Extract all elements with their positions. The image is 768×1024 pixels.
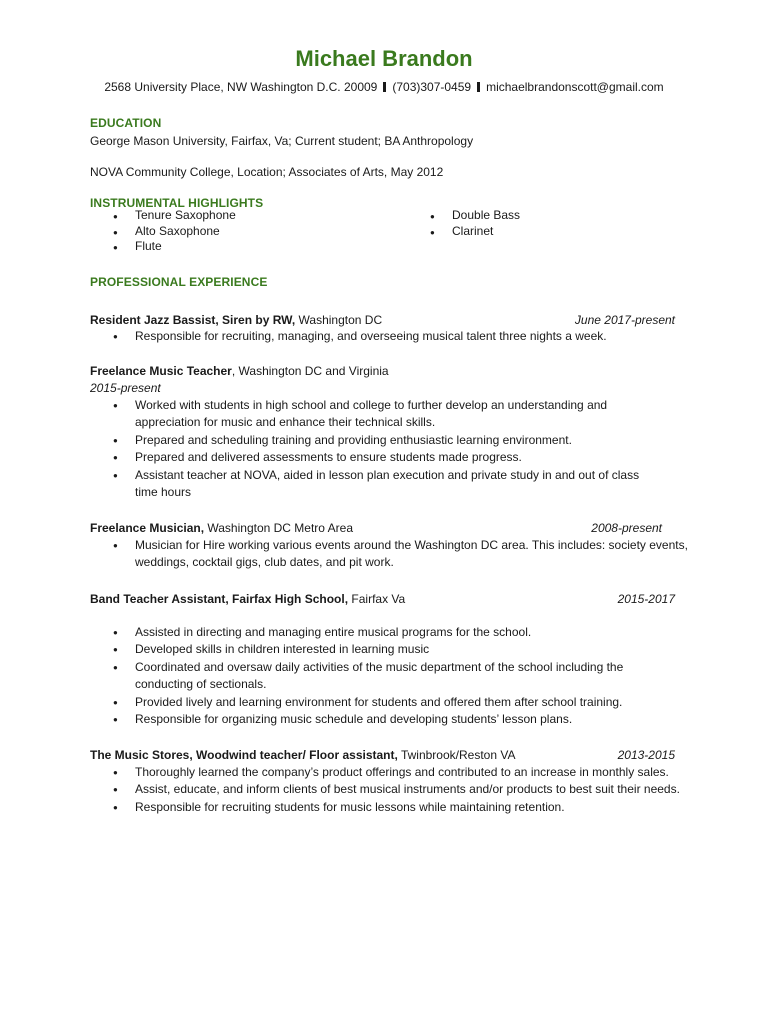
job-bullets xyxy=(90,764,680,816)
education-entry: NOVA Community College, Location; Associates of Arts, May 2012 xyxy=(90,165,444,179)
instrument-list-right xyxy=(407,208,687,239)
job-title: The Music Stores, Woodwind teacher/ Floor assistant, xyxy=(90,748,398,762)
job-location: Twinbrook/Reston VA xyxy=(397,748,516,762)
experience-heading: PROFESSIONAL EXPERIENCE xyxy=(90,275,268,289)
job-bullet: ● Responsible for recruiting, managing, and overseeing musical talent three nights a week. xyxy=(90,328,680,345)
job-bullet: ● Assistant teacher at NOVA, aided in lesson plan execution and private study in and out of class time hours xyxy=(90,467,650,502)
job-bullet: ● Prepared and scheduling training and providing enthusiastic learning environment. xyxy=(90,432,650,449)
instrument-item: ● Clarinet xyxy=(407,224,687,240)
job-bullets xyxy=(90,397,650,501)
job-bullet: ● Musician for Hire working various events around the Washington DC area. This includes: society events, weddings, cocktail gigs, club dates, and pit work. xyxy=(90,537,690,572)
separator-bar xyxy=(383,82,386,92)
education-entry: George Mason University, Fairfax, Va; Current student; BA Anthropology xyxy=(90,134,474,148)
contact-line xyxy=(0,80,768,94)
instrument-item: ● Double Bass xyxy=(407,208,687,224)
job-date: June 2017-present xyxy=(574,313,675,327)
instrument-item: ● Alto Saxophone xyxy=(90,224,410,240)
instrument-list-left xyxy=(90,208,410,255)
instrument-item: ● Flute xyxy=(90,239,410,255)
job-date: 2008-present xyxy=(591,521,662,535)
instrumental-heading: INSTRUMENTAL HIGHLIGHTS xyxy=(90,196,264,210)
job-title: Freelance Musician, xyxy=(90,521,205,535)
candidate-name: Michael Brandon xyxy=(295,46,473,71)
job-bullet: ● Responsible for recruiting students for music lessons while maintaining retention. xyxy=(90,799,680,816)
job-bullet: ● Provided lively and learning environment for students and offered them after school training. xyxy=(90,694,670,711)
job-bullet: ● Assist, educate, and inform clients of best musical instruments and/or products to best suit their needs. xyxy=(90,781,680,798)
job-title: Resident Jazz Bassist, Siren by RW, xyxy=(90,313,296,327)
email: michaelbrandonscott@gmail.com xyxy=(486,80,664,94)
job-bullet: ● Assisted in directing and managing entire musical programs for the school. xyxy=(90,624,670,641)
address: 2568 University Place, NW Washington D.C. 20009 xyxy=(104,80,378,94)
job-title-line xyxy=(90,521,353,535)
job-bullet: ● Responsible for organizing music schedule and developing students’ lesson plans. xyxy=(90,711,670,728)
separator-bar xyxy=(477,82,480,92)
education-heading: EDUCATION xyxy=(90,116,162,130)
job-title-line xyxy=(90,364,389,378)
job-title: Band Teacher Assistant, Fairfax High School, xyxy=(90,592,349,606)
job-bullet: ● Worked with students in high school and college to further develop an understanding and appreciation for music and enhance their technical skills. xyxy=(90,397,650,432)
job-title-line xyxy=(90,748,515,762)
job-bullet: ● Coordinated and oversaw daily activities of the music department of the school including the conducting of sectionals. xyxy=(90,659,670,694)
job-bullets xyxy=(90,537,690,572)
job-location: Washington DC xyxy=(295,313,383,327)
job-location: , Washington DC and Virginia xyxy=(231,364,389,378)
job-title-line xyxy=(90,313,382,327)
job-location: Fairfax Va xyxy=(348,592,406,606)
job-location: Washington DC Metro Area xyxy=(204,521,353,535)
phone: (703)307-0459 xyxy=(392,80,472,94)
job-bullet: ● Prepared and delivered assessments to ensure students made progress. xyxy=(90,449,650,466)
job-title-line xyxy=(90,592,405,606)
job-bullet: ● Developed skills in children interested in learning music xyxy=(90,641,670,658)
job-bullet: ● Thoroughly learned the company’s product offerings and contributed to an increase in monthly sales. xyxy=(90,764,680,781)
instrument-item: ● Tenure Saxophone xyxy=(90,208,410,224)
job-title: Freelance Music Teacher xyxy=(90,364,232,378)
job-date: 2015-2017 xyxy=(617,592,675,606)
job-bullets xyxy=(90,328,680,345)
job-bullets xyxy=(90,624,670,728)
job-date: 2013-2015 xyxy=(617,748,675,762)
job-date: 2015-present xyxy=(90,381,161,395)
